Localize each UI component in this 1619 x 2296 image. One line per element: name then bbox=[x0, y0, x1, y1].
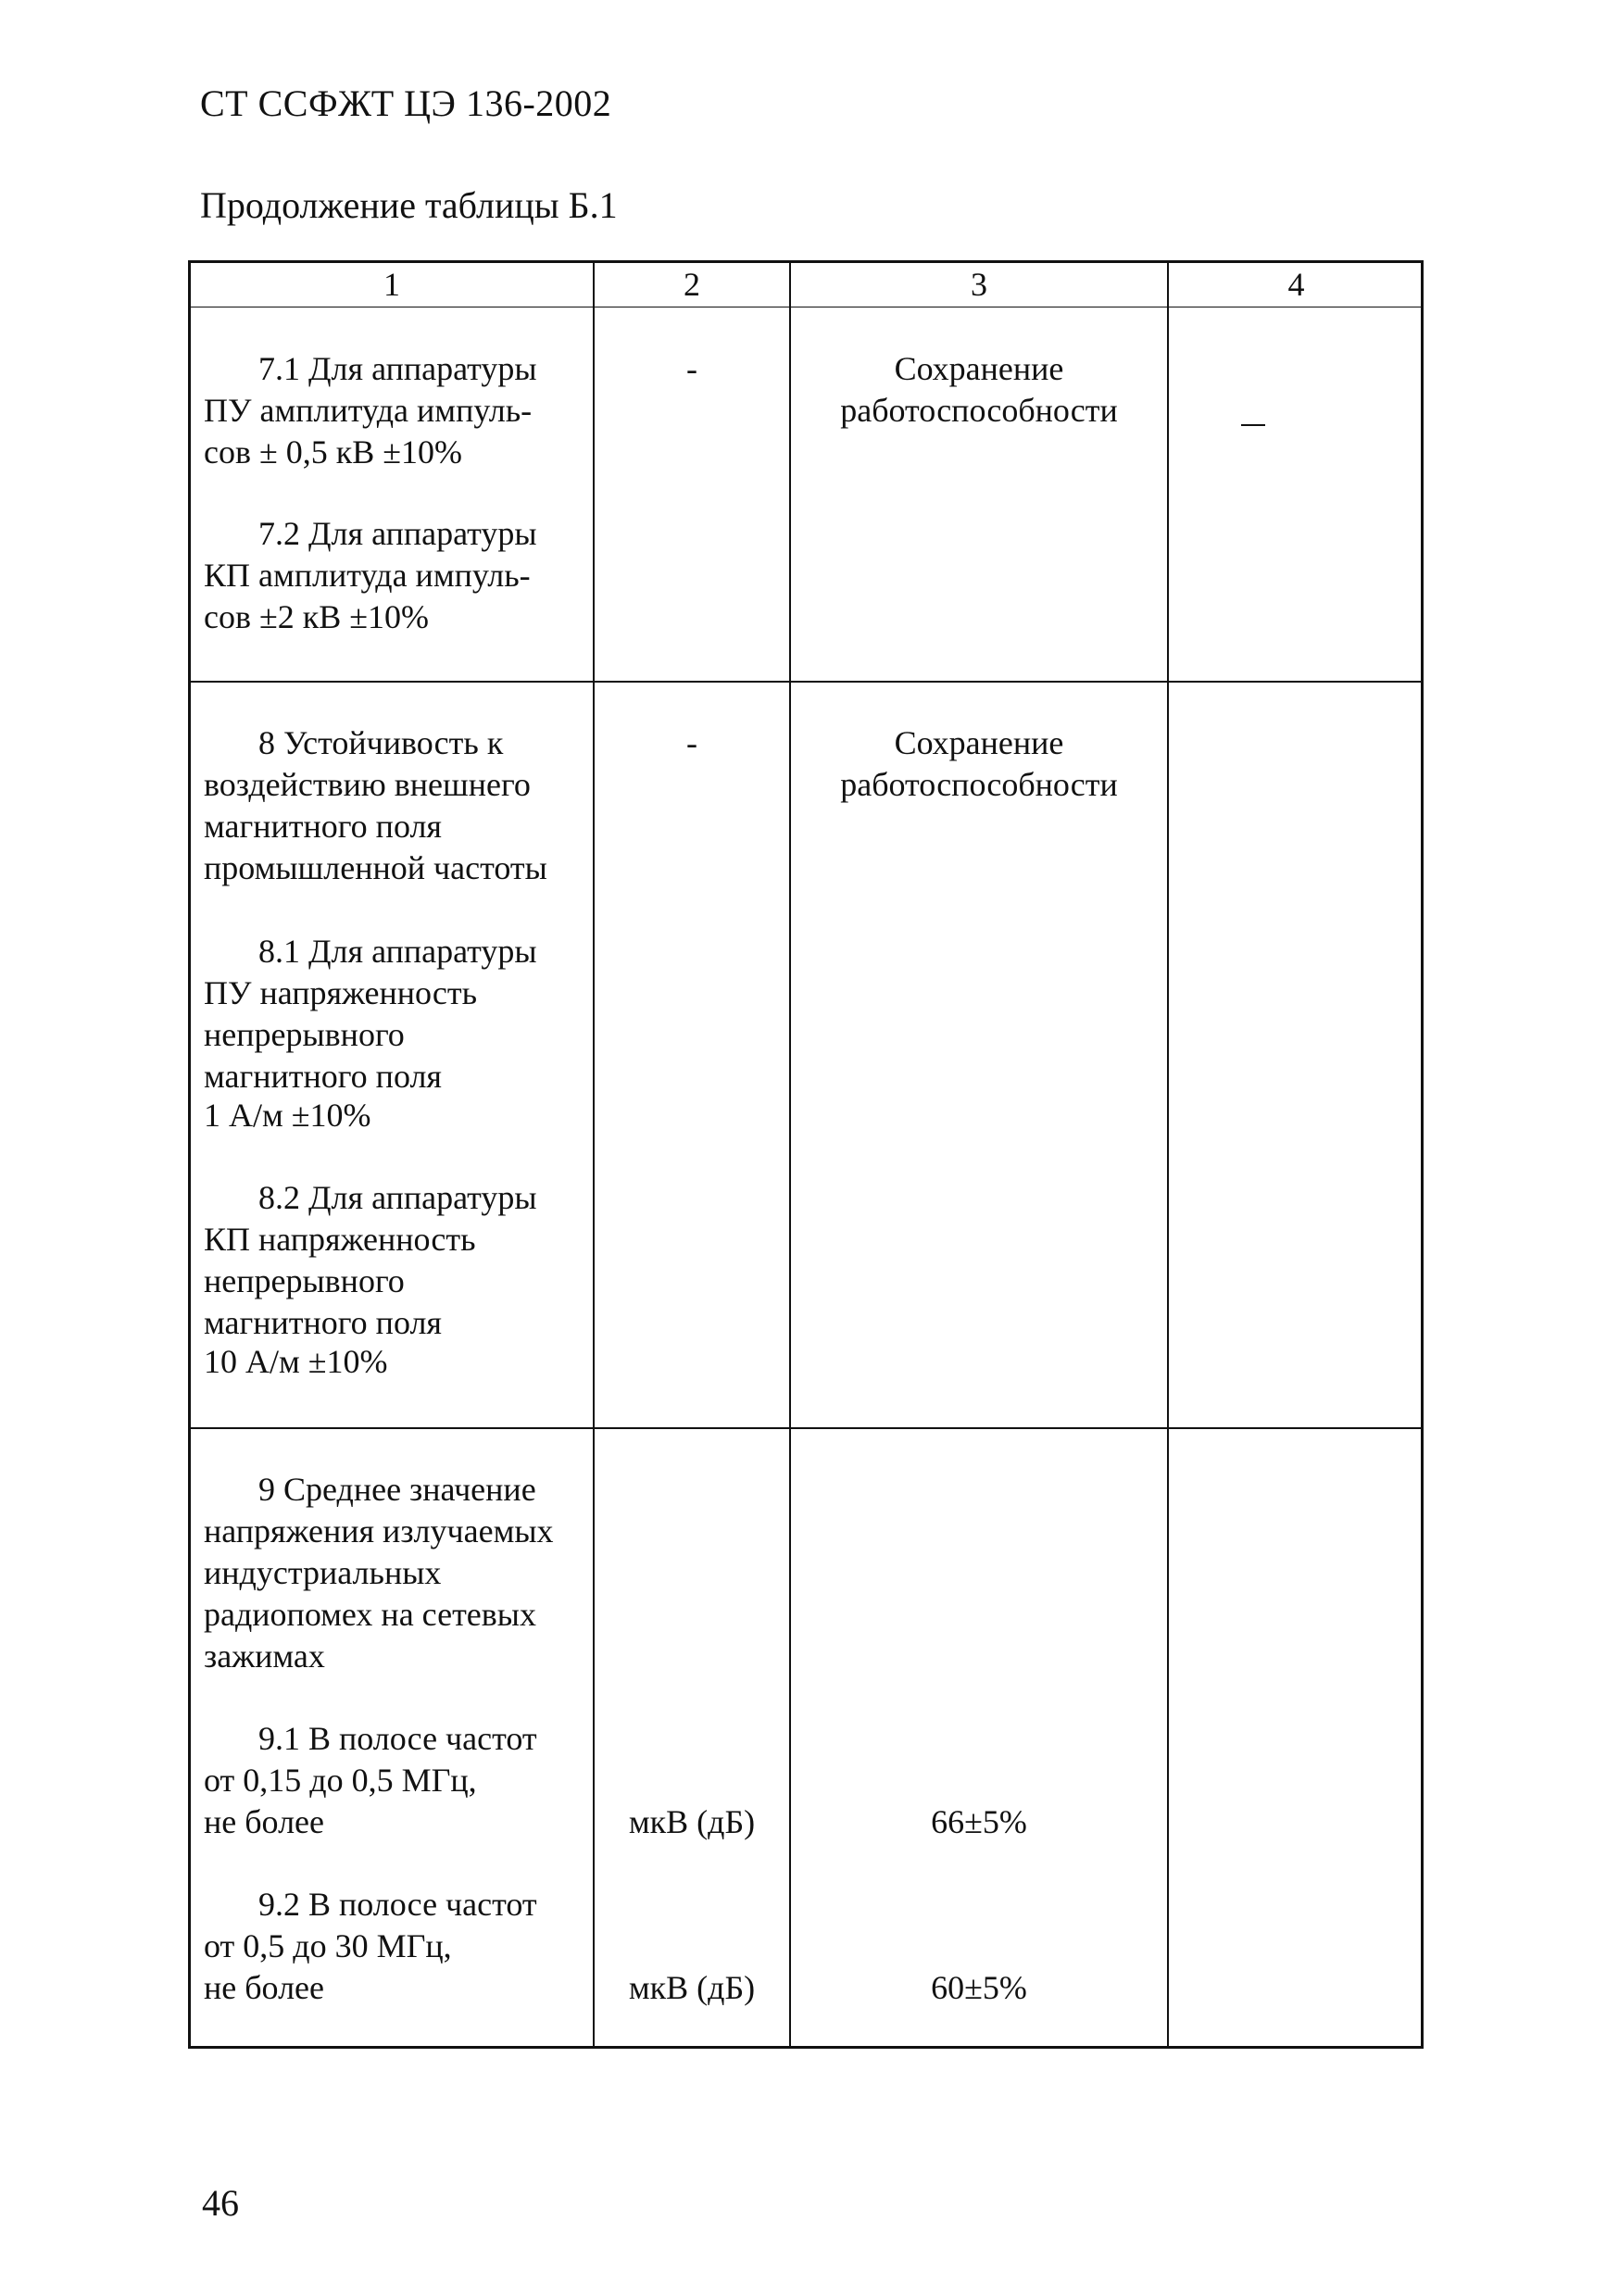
column-divider bbox=[1167, 263, 1169, 2046]
column-header-1: 1 bbox=[383, 266, 400, 303]
row8-col3-line2: работоспособности bbox=[840, 766, 1118, 803]
row7-item-7-1-line1: 7.1 Для аппаратуры bbox=[258, 350, 537, 387]
row7-item-7-1-line2: ПУ амплитуда импуль- bbox=[204, 392, 533, 429]
row9-1-unit: мкВ (дБ) bbox=[628, 1803, 756, 1840]
row9-1-value: 66±5% bbox=[931, 1803, 1027, 1840]
column-header-3: 3 bbox=[971, 266, 987, 303]
page-number: 46 bbox=[202, 2182, 239, 2224]
data-table bbox=[188, 260, 1424, 2049]
row9-item-9-1-line1: 9.1 В полосе частот bbox=[258, 1720, 537, 1757]
row8-item-8-1-line4: магнитного поля bbox=[204, 1058, 442, 1095]
column-header-2: 2 bbox=[684, 266, 700, 303]
row9-item-9-line4: радиопомех на сетевых bbox=[204, 1596, 536, 1633]
row9-item-9-2-line3: не более bbox=[204, 1969, 325, 2006]
row8-item-8-2-line5: 10 А/м ±10% bbox=[204, 1343, 388, 1380]
row8-col2-dash: - bbox=[686, 724, 697, 761]
row9-item-9-1-line2: от 0,15 до 0,5 МГц, bbox=[204, 1762, 477, 1799]
row8-item-8-line3: магнитного поля bbox=[204, 808, 442, 845]
row8-item-8-2-line3: непрерывного bbox=[204, 1262, 405, 1299]
row8-item-8-line1: 8 Устойчивость к bbox=[258, 724, 504, 761]
row8-item-8-2-line2: КП напряженность bbox=[204, 1221, 476, 1258]
row9-2-value: 60±5% bbox=[931, 1969, 1027, 2006]
row8-item-8-1-line1: 8.1 Для аппаратуры bbox=[258, 933, 537, 970]
row9-item-9-line1: 9 Среднее значение bbox=[258, 1471, 536, 1508]
row7-item-7-1-line3: сов ± 0,5 кВ ±10% bbox=[204, 433, 462, 470]
row7-item-7-2-line1: 7.2 Для аппаратуры bbox=[258, 515, 537, 552]
row8-item-8-1-line3: непрерывного bbox=[204, 1016, 405, 1053]
row9-item-9-line2: напряжения излучаемых bbox=[204, 1512, 554, 1549]
row8-item-8-line2: воздействию внешнего bbox=[204, 766, 531, 803]
row-divider bbox=[191, 1427, 1421, 1429]
row8-item-8-1-line2: ПУ напряженность bbox=[204, 974, 478, 1011]
row8-item-8-2-line1: 8.2 Для аппаратуры bbox=[258, 1179, 537, 1216]
row-divider bbox=[191, 681, 1421, 683]
row7-col4-dash bbox=[1241, 424, 1265, 426]
row9-item-9-line3: индустриальных bbox=[204, 1554, 442, 1591]
row9-item-9-1-line3: не более bbox=[204, 1803, 325, 1840]
row9-2-unit: мкВ (дБ) bbox=[628, 1969, 756, 2006]
row7-col3-line1: Сохранение bbox=[894, 350, 1064, 387]
row8-item-8-line4: промышленной частоты bbox=[204, 849, 547, 886]
row7-col2-dash: - bbox=[686, 350, 697, 387]
row9-item-9-2-line1: 9.2 В полосе частот bbox=[258, 1886, 537, 1923]
row8-item-8-2-line4: магнитного поля bbox=[204, 1304, 442, 1341]
table-caption: Продолжение таблицы Б.1 bbox=[200, 184, 618, 226]
row7-item-7-2-line3: сов ±2 кВ ±10% bbox=[204, 598, 429, 635]
row8-item-8-1-line5: 1 А/м ±10% bbox=[204, 1097, 371, 1134]
row9-item-9-2-line2: от 0,5 до 30 МГц, bbox=[204, 1927, 452, 1964]
row9-item-9-line5: зажимах bbox=[204, 1637, 325, 1675]
row7-col3-line2: работоспособности bbox=[840, 392, 1118, 429]
column-header-4: 4 bbox=[1287, 266, 1305, 303]
column-divider bbox=[789, 263, 791, 2046]
row7-item-7-2-line2: КП амплитуда импуль- bbox=[204, 557, 531, 594]
column-divider bbox=[593, 263, 595, 2046]
document-id: СТ ССФЖТ ЦЭ 136-2002 bbox=[200, 82, 612, 124]
row8-col3-line1: Сохранение bbox=[894, 724, 1064, 761]
